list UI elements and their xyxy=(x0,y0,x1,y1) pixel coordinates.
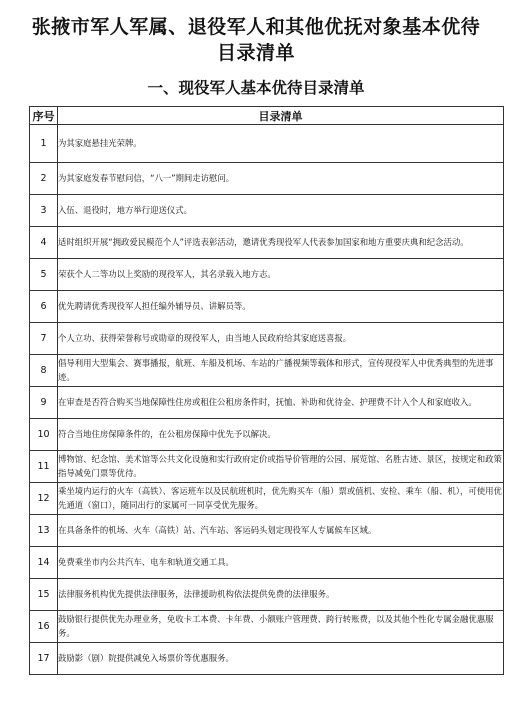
table-row xyxy=(30,163,504,195)
benefits-table xyxy=(29,106,504,675)
table-row xyxy=(30,483,504,515)
row-text: 为其家庭发春节慰问信，“八一”期间走访慰问。 xyxy=(58,163,504,195)
table-row xyxy=(30,323,504,355)
row-number: 1 xyxy=(30,125,58,163)
row-number: 11 xyxy=(30,451,58,483)
row-number: 6 xyxy=(30,291,58,323)
row-text: 符合当地住房保障条件的，在公租房保障中优先予以解决。 xyxy=(58,419,504,451)
row-number: 15 xyxy=(30,579,58,611)
row-number: 16 xyxy=(30,611,58,643)
row-text: 个人立功、获得荣誉称号或勋章的现役军人，由当地人民政府给其家庭送喜报。 xyxy=(58,323,504,355)
column-header-number: 序号 xyxy=(30,107,58,125)
table-row xyxy=(30,259,504,291)
table-row xyxy=(30,195,504,227)
section-title: 一、现役军人基本优待目录清单 xyxy=(147,78,365,97)
table-row xyxy=(30,419,504,451)
row-text: 为其家庭悬挂光荣牌。 xyxy=(58,125,504,163)
row-text: 入伍、退役时，地方举行迎送仪式。 xyxy=(58,195,504,227)
table-row xyxy=(30,579,504,611)
row-text: 鼓励银行提供优先办理业务，免收卡工本费、卡年费、小额账户管理费、跨行转账费，以及其他个性化专属金融优惠服务。 xyxy=(58,611,504,643)
table-row xyxy=(30,125,504,163)
row-text: 鼓励影（剧）院提供减免入场票价等优惠服务。 xyxy=(58,643,504,675)
row-number: 9 xyxy=(30,387,58,419)
row-text: 免费乘坐市内公共汽车、电车和轨道交通工具。 xyxy=(58,547,504,579)
row-number: 14 xyxy=(30,547,58,579)
table-row xyxy=(30,227,504,259)
row-text: 乘坐境内运行的火车（高铁）、客运班车以及民航班机时，优先购买车（船）票或值机、安检、乘车（船、机），可使用优先通道（窗口），随同出行的家属可一同享受优先服务。 xyxy=(58,483,504,515)
row-number: 3 xyxy=(30,195,58,227)
row-number: 7 xyxy=(30,323,58,355)
table-row xyxy=(30,611,504,643)
row-text: 倡导利用大型集会、赛事播报，航班、车船及机场、车站的广播视频等载体和形式，宣传现役军人中优秀典型的先进事迹。 xyxy=(58,355,504,387)
row-number: 8 xyxy=(30,355,58,387)
row-number: 12 xyxy=(30,483,58,515)
row-number: 17 xyxy=(30,643,58,675)
row-text: 在具备条件的机场、火车（高铁）站、汽车站、客运码头划定现役军人专属候车区域。 xyxy=(58,515,504,547)
row-number: 13 xyxy=(30,515,58,547)
table-header-row xyxy=(30,107,504,125)
table-row xyxy=(30,387,504,419)
row-text: 在审查是否符合购买当地保障性住房或租住公租房条件时，抚恤、补助和优待金、护理费不计入个人和家庭收入。 xyxy=(58,387,504,419)
table-row xyxy=(30,291,504,323)
row-number: 4 xyxy=(30,227,58,259)
page-title: 张掖市军人军属、退役军人和其他优抚对象基本优待目录清单 xyxy=(31,16,481,64)
table-row xyxy=(30,547,504,579)
table-row xyxy=(30,355,504,387)
table-row xyxy=(30,451,504,483)
table-row xyxy=(30,643,504,675)
row-number: 5 xyxy=(30,259,58,291)
row-number: 2 xyxy=(30,163,58,195)
row-text: 适时组织开展“拥政爱民模范个人”评选表彰活动，邀请优秀现役军人代表参加国家和地方重要庆典和纪念活动。 xyxy=(58,227,504,259)
column-header-list: 目录清单 xyxy=(58,107,504,125)
row-text: 法律服务机构优先提供法律服务，法律援助机构依法提供免费的法律服务。 xyxy=(58,579,504,611)
row-text: 优先聘请优秀现役军人担任编外辅导员、讲解员等。 xyxy=(58,291,504,323)
table-row xyxy=(30,515,504,547)
row-number: 10 xyxy=(30,419,58,451)
row-text: 博物馆、纪念馆、美术馆等公共文化设施和实行政府定价或指导价管理的公园、展览馆、名胜古迹、景区，按规定和政策指导减免门票等优待。 xyxy=(58,451,504,483)
row-text: 荣获个人二等功以上奖励的现役军人，其名录载入地方志。 xyxy=(58,259,504,291)
